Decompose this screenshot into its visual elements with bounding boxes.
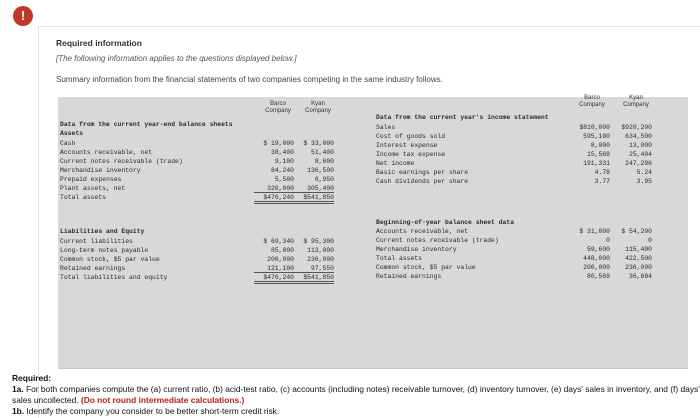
asset-row-barco-value: $476,240 — [254, 195, 294, 204]
asset-row-kyan-value: $541,850 — [294, 195, 334, 204]
income-row-label: Sales — [376, 124, 396, 131]
liabilities-heading: Liabilities and Equity — [60, 228, 145, 235]
beginning-row-barco-value: 200,000 — [583, 264, 610, 271]
income-row-label: Cost of goods sold — [376, 133, 446, 140]
page-title: Required information — [56, 38, 142, 48]
asset-row-barco-value: 5,500 — [274, 176, 294, 183]
beginning-row-kyan-value: 0 — [648, 237, 652, 244]
asset-row-label: Accounts receivable, net — [60, 149, 153, 156]
q1b-text: Identify the company you consider to be better short-term credit risk. — [24, 406, 280, 417]
beginning-row-barco-value: 0 — [606, 237, 610, 244]
asset-row-label: Total assets — [60, 194, 107, 201]
beginning-row-kyan-value: $ 54,200 — [621, 228, 652, 235]
liability-row-barco-value: 121,100 — [254, 266, 294, 273]
beginning-row-label: Accounts receivable, net — [376, 228, 469, 235]
right-header-barco: Barco Company — [579, 95, 605, 108]
beginning-row-label: Current notes receivable (trade) — [376, 237, 499, 244]
required-section — [12, 373, 700, 417]
asset-row-barco-value: 84,240 — [270, 167, 294, 174]
info-note: [The following information applies to the questions displayed below.] — [56, 54, 297, 63]
q1a-number: 1a. — [12, 384, 24, 395]
income-row-barco-value: 4.78 — [594, 169, 610, 176]
income-row-barco-value: 8,000 — [590, 142, 610, 149]
beginning-row-kyan-value: 422,500 — [625, 255, 652, 262]
liability-row-barco-value: $ 69,340 — [263, 238, 294, 245]
asset-row-barco-value: $ 19,000 — [263, 140, 294, 147]
income-row-kyan-value: 3.95 — [636, 178, 652, 185]
asset-row-kyan-value: 51,400 — [310, 149, 334, 156]
income-row-kyan-value: 634,500 — [625, 133, 652, 140]
liability-row-label: Total liabilities and equity — [60, 274, 168, 281]
question-1b — [12, 406, 700, 417]
income-row-label: Basic earnings per share — [376, 169, 469, 176]
asset-row-label: Prepaid expenses — [60, 176, 122, 183]
asset-row-kyan-value: 305,400 — [294, 186, 334, 193]
required-heading: Required: — [12, 373, 52, 383]
beginning-row-barco-value: $ 31,800 — [579, 228, 610, 235]
income-row-label: Income tax expense — [376, 151, 446, 158]
asset-row-label: Plant assets, net — [60, 185, 126, 192]
beginning-row-kyan-value: 115,400 — [625, 246, 652, 253]
income-statement-title: Data from the current year's income statement — [376, 114, 549, 121]
income-row-label: Net income — [376, 160, 415, 167]
liability-row-label: Current liabilities — [60, 238, 133, 245]
income-row-kyan-value: $920,200 — [621, 124, 652, 131]
left-header-kyan: Kyan Company — [305, 101, 331, 114]
beginning-row-kyan-value: 36,694 — [628, 273, 652, 280]
income-row-kyan-value: 5.24 — [636, 169, 652, 176]
liability-row-kyan-value: 97,550 — [294, 266, 334, 273]
beginning-row-kyan-value: 236,000 — [625, 264, 652, 271]
asset-row-barco-value: 38,400 — [270, 149, 294, 156]
liability-row-barco-value: $476,240 — [254, 275, 294, 284]
income-row-barco-value: 595,100 — [583, 133, 610, 140]
income-row-kyan-value: 247,296 — [625, 160, 652, 167]
summary-text: Summary information from the financial statements of two companies competing in the same industry follows. — [56, 75, 443, 84]
asset-row-kyan-value: $ 33,000 — [303, 140, 334, 147]
asset-row-kyan-value: 6,950 — [314, 176, 334, 183]
income-row-kyan-value: 25,404 — [628, 151, 652, 158]
asset-row-kyan-value: 8,600 — [314, 158, 334, 165]
left-header-barco: Barco Company — [265, 101, 291, 114]
beginning-row-label: Retained earnings — [376, 273, 442, 280]
q1a-rounding-note: (Do not round intermediate calculations.) — [80, 395, 245, 406]
liability-row-label: Retained earnings — [60, 265, 126, 272]
liability-row-kyan-value: $ 95,300 — [303, 238, 334, 245]
income-row-barco-value: $810,000 — [579, 124, 610, 131]
liability-row-kyan-value: 236,000 — [307, 256, 334, 263]
asset-row-kyan-value: 136,500 — [307, 167, 334, 174]
liability-row-label: Common stock, $5 par value — [60, 256, 160, 263]
income-row-label: Cash dividends per share — [376, 178, 469, 185]
asset-row-label: Cash — [60, 140, 76, 147]
beginning-row-barco-value: 448,000 — [583, 255, 610, 262]
asset-row-barco-value: 320,000 — [254, 186, 294, 193]
liability-row-barco-value: 85,800 — [270, 247, 294, 254]
liability-row-kyan-value: 113,000 — [307, 247, 334, 254]
asset-row-label: Merchandise inventory — [60, 167, 141, 174]
beginning-balance-title: Beginning-of-year balance sheet data — [376, 219, 515, 226]
beginning-row-label: Merchandise inventory — [376, 246, 457, 253]
asset-row-label: Current notes receivable (trade) — [60, 158, 183, 165]
financial-statements-image — [58, 97, 688, 369]
right-header-kyan: Kyan Company — [623, 95, 649, 108]
income-row-barco-value: 191,331 — [583, 160, 610, 167]
income-row-barco-value: 15,569 — [586, 151, 610, 158]
balance-sheet-title: Data from the current year-end balance sheets — [60, 121, 233, 128]
liability-row-label: Long-term notes payable — [60, 247, 149, 254]
liability-row-barco-value: 200,000 — [267, 256, 294, 263]
beginning-row-barco-value: 80,569 — [586, 273, 610, 280]
beginning-row-label: Total assets — [376, 255, 423, 262]
beginning-row-barco-value: 59,600 — [586, 246, 610, 253]
income-row-kyan-value: 13,000 — [628, 142, 652, 149]
q1a-text: For both companies compute the (a) current ratio, (b) acid-test ratio, (c) accounts (including notes) receivable turnover, (d) inventory turnover, (e) days' sales in inventory, and (f) days' sales uncollected. — [12, 384, 700, 406]
income-row-label: Interest expense — [376, 142, 438, 149]
beginning-row-label: Common stock, $5 par value — [376, 264, 476, 271]
question-1a — [12, 384, 700, 406]
alert-icon: ! — [13, 6, 33, 26]
q1b-number: 1b. — [12, 406, 25, 417]
asset-row-barco-value: 9,100 — [274, 158, 294, 165]
liability-row-kyan-value: $541,850 — [294, 275, 334, 284]
income-row-barco-value: 3.77 — [594, 178, 610, 185]
assets-heading: Assets — [60, 130, 84, 137]
